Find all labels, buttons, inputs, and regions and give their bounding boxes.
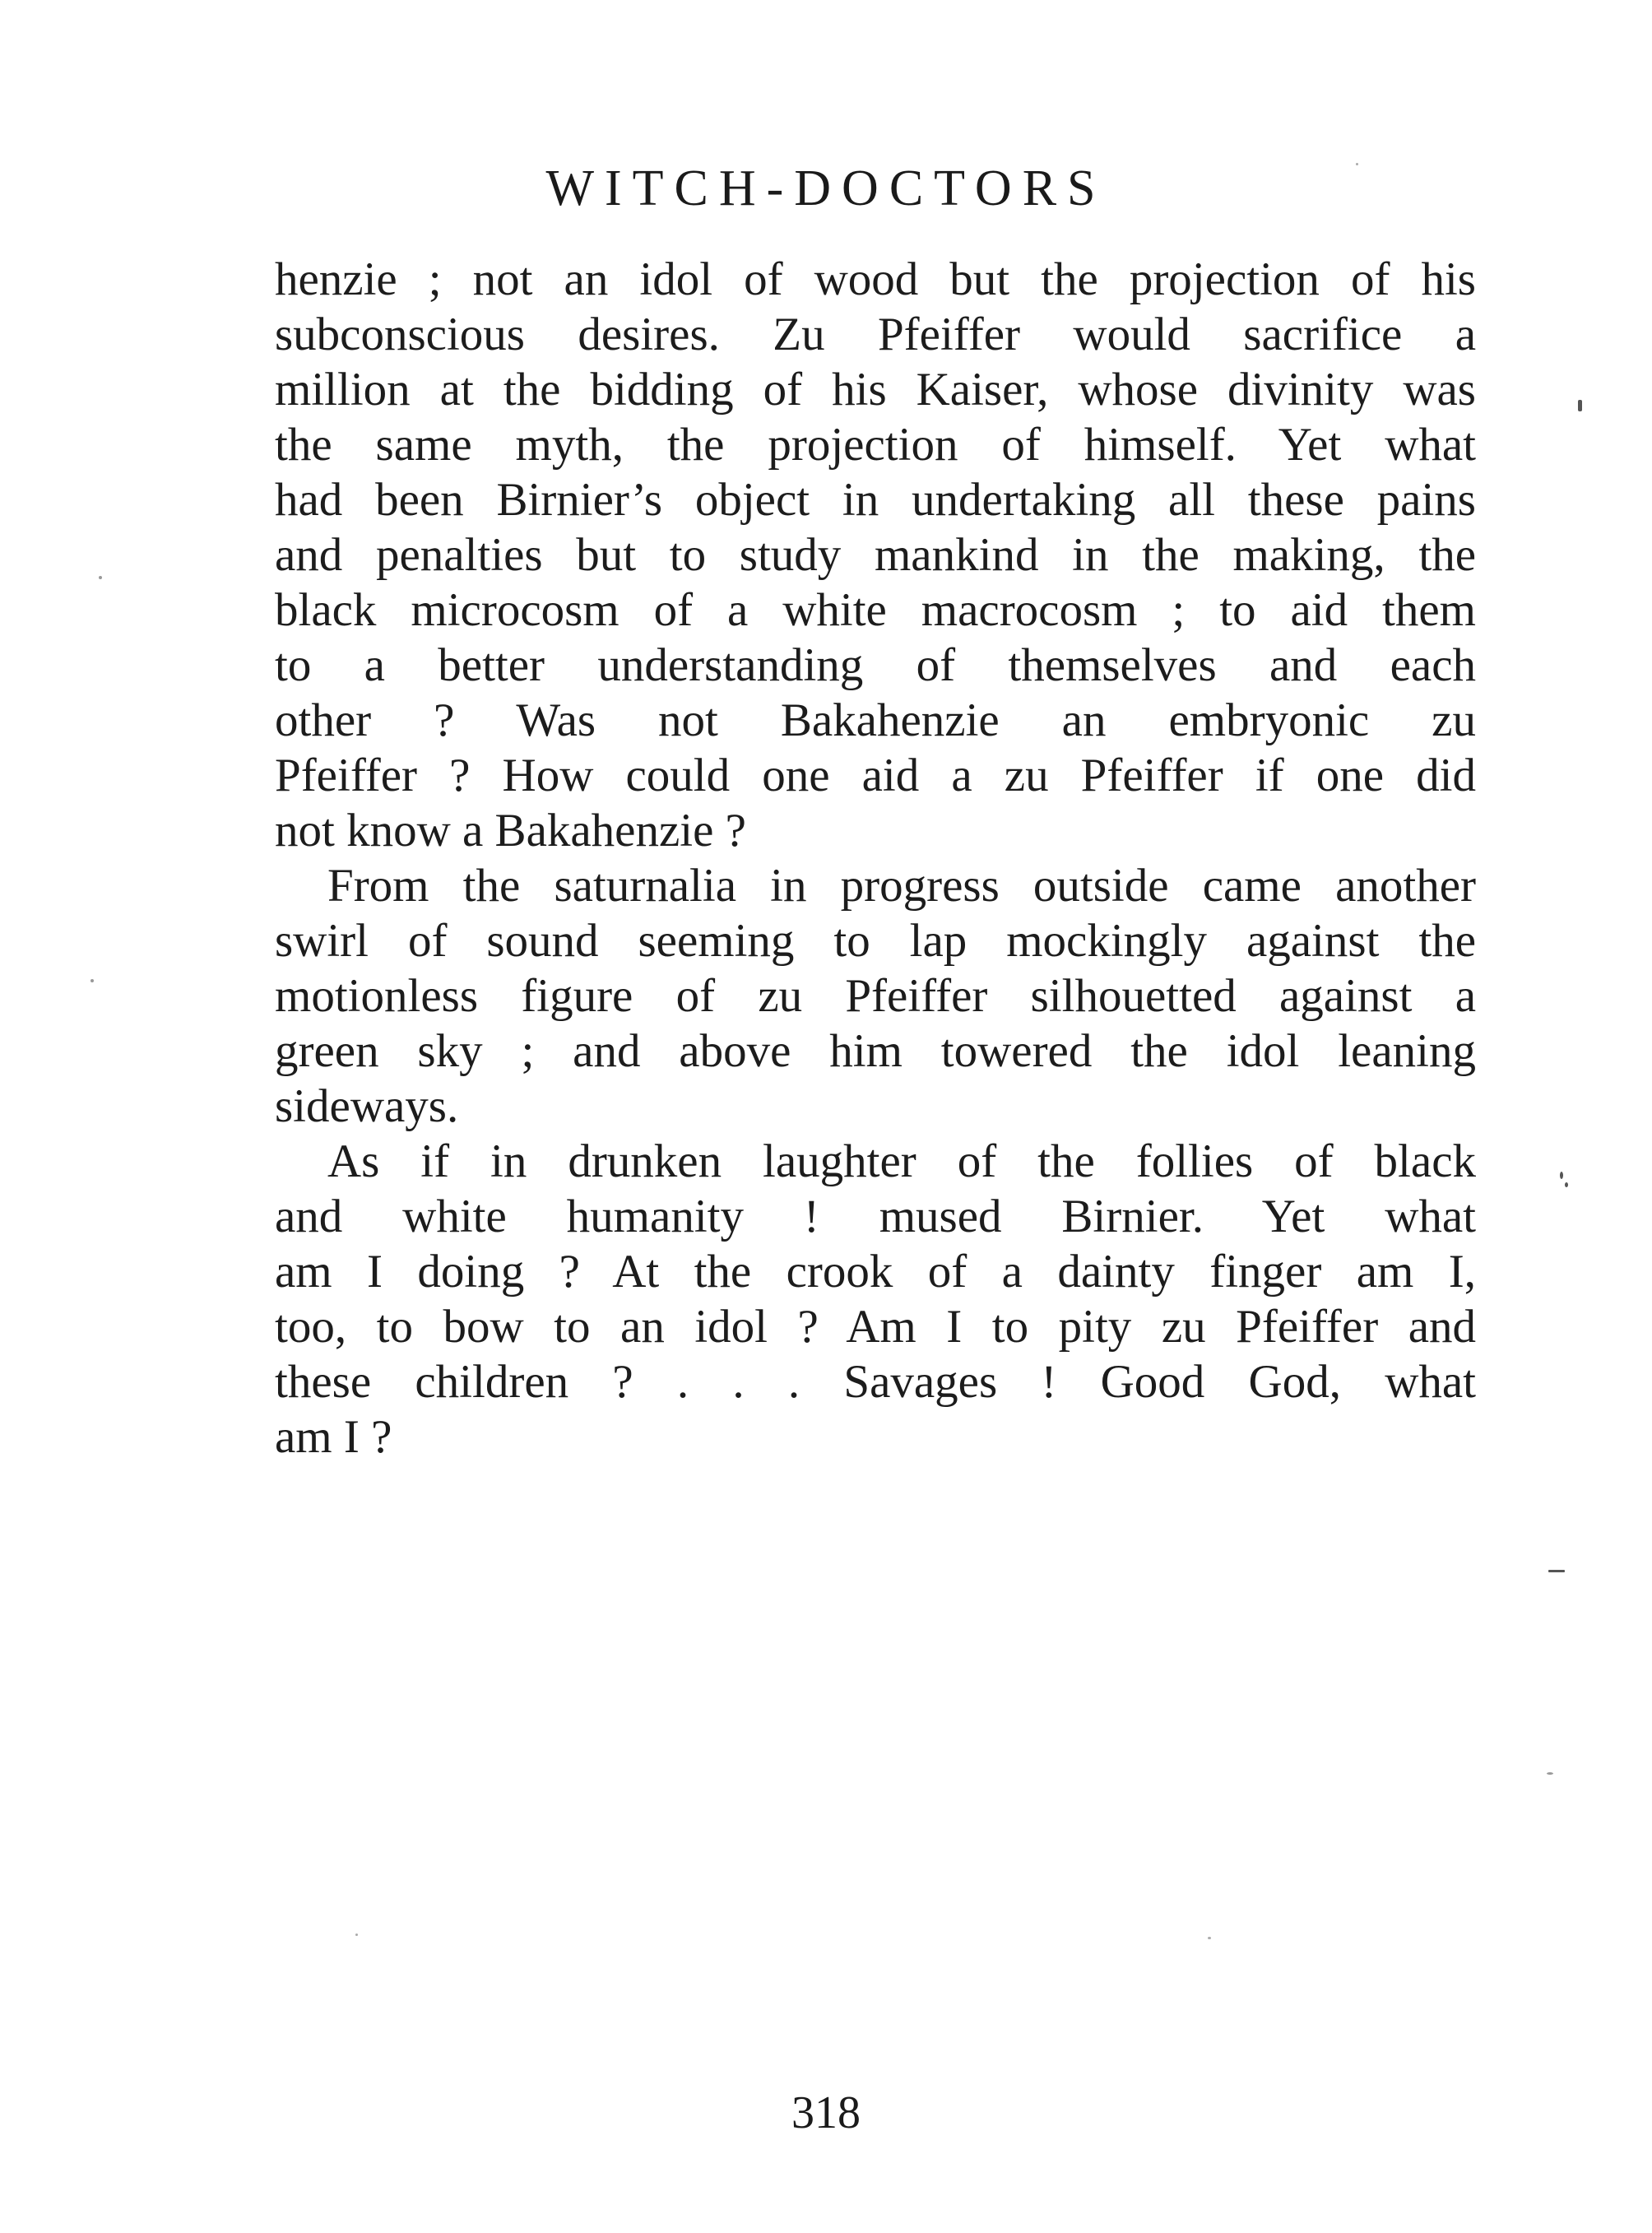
text-line: too, to bow to an idol ? Am I to pity zu Pfeiffer and xyxy=(275,1301,1476,1353)
text-line: Pfeiffer ? How could one aid a zu Pfeiffer if one did xyxy=(275,750,1476,801)
scan-speck xyxy=(1548,1570,1565,1572)
text-line: am I ? xyxy=(275,1411,392,1463)
paragraph-3 xyxy=(275,1134,1476,1465)
text-line: the same myth, the projection of himself. Yet what xyxy=(275,419,1476,471)
scan-speck xyxy=(1578,400,1582,411)
paragraph-2 xyxy=(275,858,1476,1134)
text-line: From the saturnalia in progress outside came another xyxy=(327,860,1476,912)
text-line: had been Birnier’s object in undertaking all these pains xyxy=(275,474,1476,526)
text-line: swirl of sound seeming to lap mockingly against the xyxy=(275,915,1476,967)
scan-speck xyxy=(1356,163,1358,165)
text-line: and white humanity ! mused Birnier. Yet what xyxy=(275,1191,1476,1242)
scan-speck xyxy=(1560,1172,1563,1179)
text-line: motionless figure of zu Pfeiffer silhouetted against a xyxy=(275,970,1476,1022)
text-line: henzie ; not an idol of wood but the projection of his xyxy=(275,253,1476,305)
text-line: not know a Bakahenzie ? xyxy=(275,805,746,857)
scan-speck xyxy=(1565,1182,1568,1187)
text-line: green sky ; and above him towered the idol leaning xyxy=(275,1025,1476,1077)
running-title: WITCH-DOCTORS xyxy=(545,160,1107,216)
text-line: to a better understanding of themselves and each xyxy=(275,639,1476,691)
text-line: and penalties but to study mankind in the making, the xyxy=(275,529,1476,581)
scan-speck xyxy=(355,1934,358,1936)
scan-speck xyxy=(1208,1937,1211,1939)
scan-speck xyxy=(1547,1772,1553,1775)
body-text xyxy=(275,252,1476,1465)
text-line: As if in drunken laughter of the follies of black xyxy=(327,1135,1476,1187)
text-line: million at the bidding of his Kaiser, whose divinity was xyxy=(275,364,1476,415)
scan-speck xyxy=(99,576,102,579)
text-line: subconscious desires. Zu Pfeiffer would sacrifice a xyxy=(275,309,1476,360)
text-line: am I doing ? At the crook of a dainty finger am I, xyxy=(275,1246,1476,1298)
scan-speck xyxy=(90,979,94,982)
paragraph-1 xyxy=(275,252,1476,858)
text-line: sideways. xyxy=(275,1080,459,1132)
text-line: black microcosm of a white macrocosm ; to aid them xyxy=(275,584,1476,636)
text-line: these children ? . . . Savages ! Good God, what xyxy=(275,1356,1476,1408)
text-line: other ? Was not Bakahenzie an embryonic zu xyxy=(275,694,1476,746)
page-number: 318 xyxy=(791,2087,861,2138)
